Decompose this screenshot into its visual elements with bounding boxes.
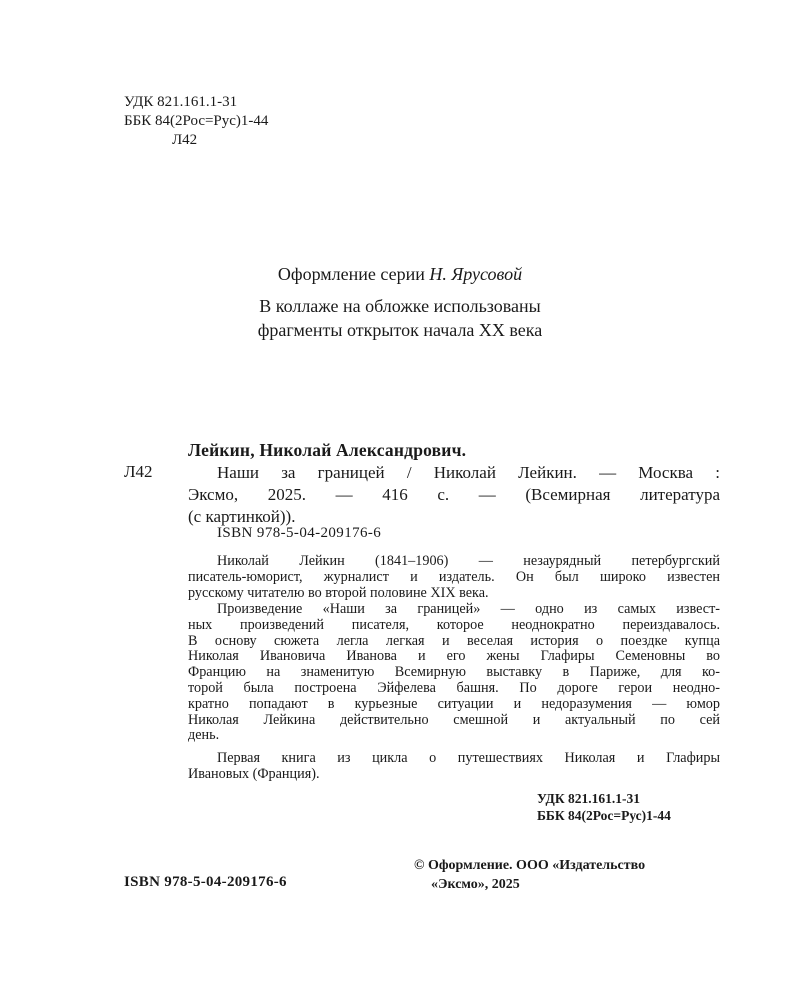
annotation-line: В основу сюжета легла легкая и веселая история о поездке купца — [188, 632, 720, 649]
annotation-line: Первая книга из цикла о путешествиях Николая и Глафиры — [217, 750, 720, 766]
annotation-line: русскому читателю во второй половине XIX века. — [188, 584, 489, 601]
annotation-paragraph-2 — [188, 602, 720, 744]
cover-note — [0, 294, 800, 342]
cover-note-line: фрагменты открыток начала XX века — [257, 320, 543, 340]
series-design-credit — [0, 262, 800, 286]
description-line: (с картинкой)). — [188, 507, 296, 526]
description-line: Наши за границей / Николай Лейкин. — Москва : — [217, 463, 720, 482]
annotation-line: писатель-юморист, журналист и издатель. Он был широко известен — [188, 568, 720, 585]
footer-classification — [537, 790, 671, 824]
annotation-line: день. — [188, 727, 220, 744]
bibliography-code: Л42 — [124, 462, 153, 481]
annotation-line: Произведение «Наши за границей» — одно из самых извест- — [217, 601, 720, 617]
cover-note-line: В коллаже на обложке использованы — [259, 296, 541, 316]
annotation-line: Николай Лейкин (1841–1906) — незаурядный петербургский — [217, 553, 720, 569]
annotation-line: Николая Ивановича Иванова и его жены Глафиры Семеновны во — [188, 648, 720, 665]
footer-udk-code: УДК 821.161.1-31 — [537, 791, 640, 806]
bbk-code: ББК 84(2Рос=Рус)1-44 — [124, 113, 269, 129]
annotation-line: ных произведений писателя, которое неоднократно переиздавалось. — [188, 616, 720, 633]
copyright-line: © Оформление. ООО «Издательство — [414, 858, 646, 873]
annotation-line: кратно попадают в курьезные ситуации и недоразумения — юмор — [188, 695, 720, 712]
classification-block — [124, 93, 268, 150]
annotation-paragraph-3 — [188, 751, 720, 783]
author-heading: Лейкин, Николай Александрович. — [188, 440, 467, 460]
annotation-paragraph-1 — [188, 554, 720, 601]
author-code: Л42 — [172, 132, 198, 148]
bibliographic-description — [188, 462, 720, 528]
annotation-line: Николая Лейкина действительно смешной и актуальный по сей — [188, 711, 720, 728]
footer-isbn: ISBN 978-5-04-209176-6 — [124, 874, 287, 890]
annotation-line: торой была построена Эйфелева башня. По дороге герои неодно- — [188, 679, 720, 696]
udk-code: УДК 821.161.1-31 — [124, 94, 238, 110]
footer-bbk-code: ББК 84(2Рос=Рус)1-44 — [537, 808, 671, 823]
annotation-line: Францию на знаменитую Всемирную выставку в Париже, для ко- — [188, 664, 720, 681]
description-line: Эксмо, 2025. — 416 с. — (Всемирная литература — [188, 485, 720, 504]
copyright-line: «Эксмо», 2025 — [431, 877, 520, 892]
isbn-line: ISBN 978-5-04-209176-6 — [217, 525, 382, 541]
series-design-label: Оформление серии — [277, 264, 425, 284]
series-designer-name: Н. Ярусовой — [429, 264, 523, 284]
copyright-notice — [414, 856, 720, 894]
annotation-line: Ивановых (Франция). — [188, 765, 320, 782]
